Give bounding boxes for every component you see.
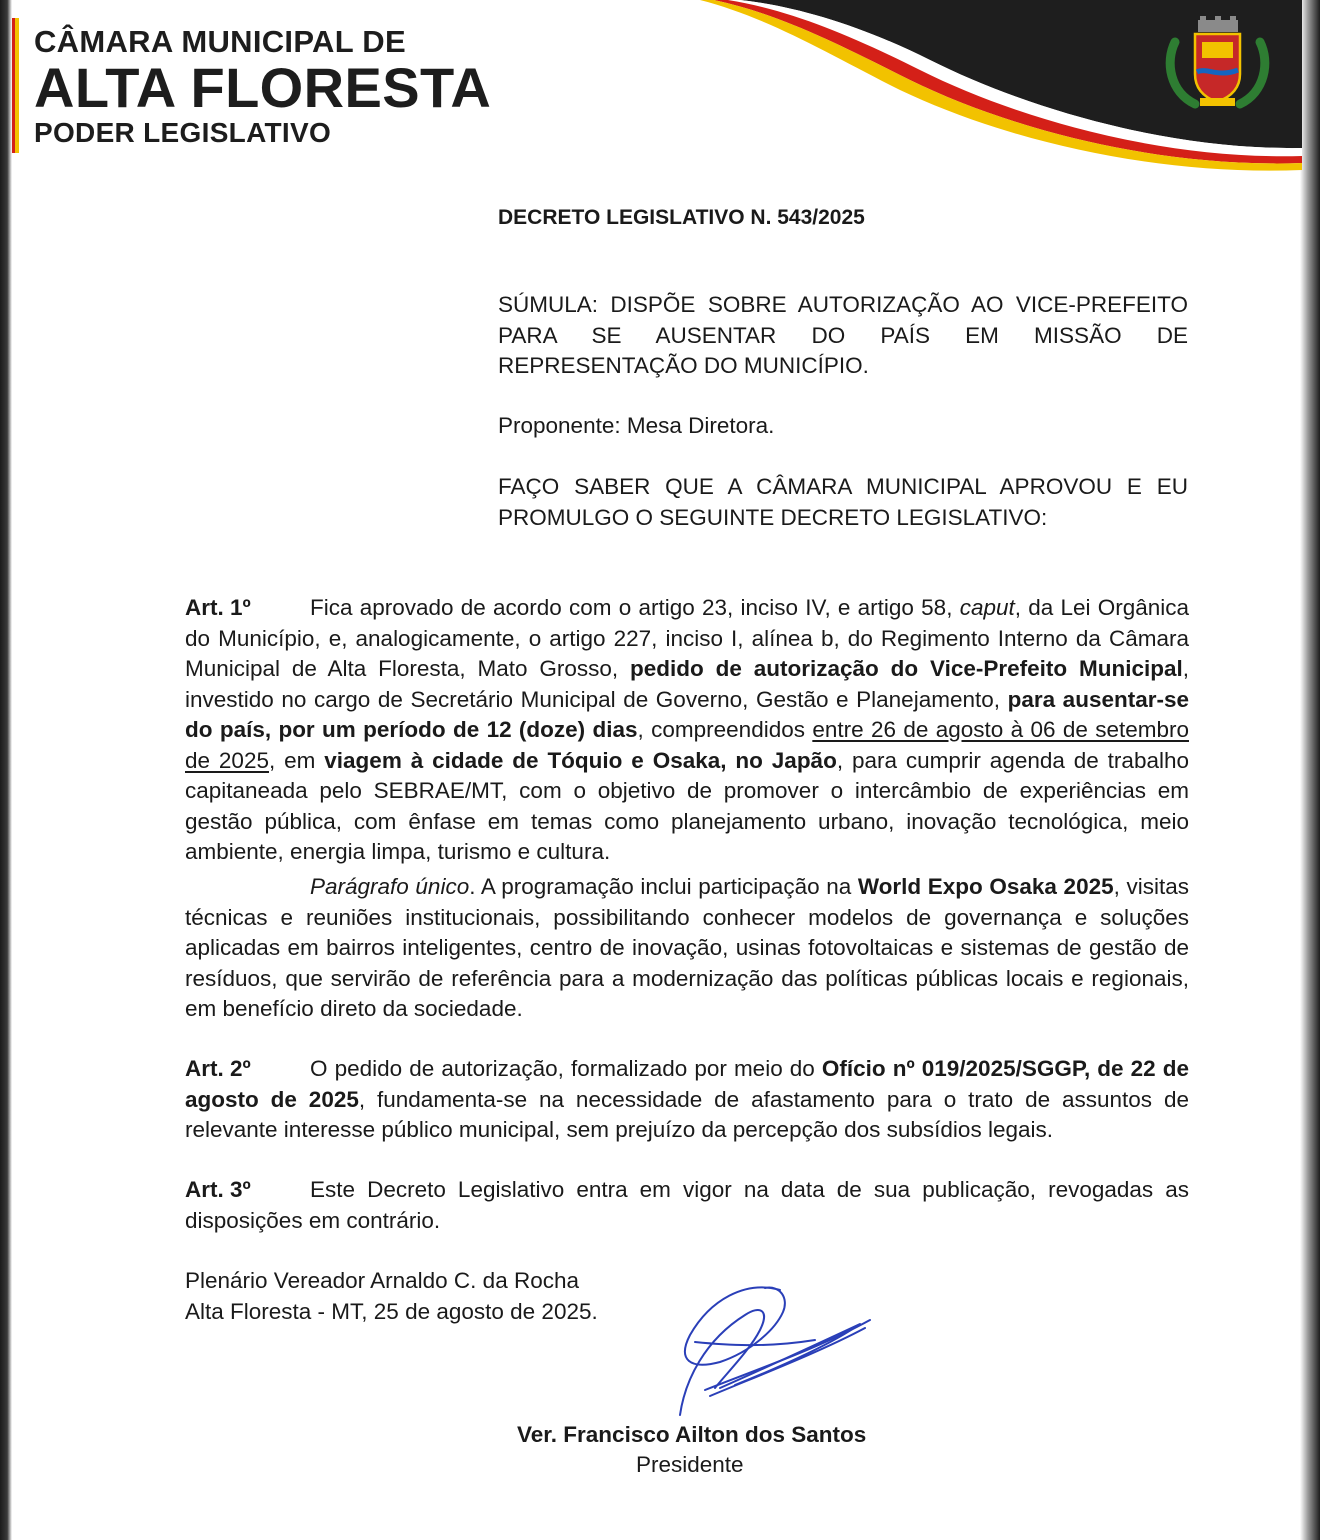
article-1-emphasis: pedido de autorização do Vice-Prefeito Municipal: [630, 656, 1183, 681]
decree-proponent: Proponente: Mesa Diretora.: [498, 413, 775, 438]
paragraph-text: . A programação inclui participação na: [469, 874, 858, 899]
signer-name: Ver. Francisco Ailton dos Santos: [517, 1422, 867, 1447]
scan-right-edge: [1300, 0, 1320, 1540]
signer-role: Presidente: [636, 1452, 744, 1477]
article-1-paragraph: [185, 872, 1189, 1025]
municipal-coat-of-arms: [1160, 12, 1275, 112]
article-1: [185, 593, 1189, 868]
article-3-label: Art. 3º: [185, 1177, 251, 1202]
article-1-text: , da Lei Orgânica do Município, e, analogicamente, o artigo 227, inciso I, alínea b, do Regimento Interno da Câmara Municipal de Alta Floresta, Mato Grosso,: [185, 595, 1190, 681]
article-1-caput: caput: [959, 595, 1015, 620]
article-1-text: Fica aprovado de acordo com o artigo 23, inciso IV, e artigo 58,: [310, 595, 960, 620]
decree-summary: SÚMULA: DISPÕE SOBRE AUTORIZAÇÃO AO VICE-PREFEITO PARA SE AUSENTAR DO PAÍS EM MISSÃO DE REPRESENTAÇÃO DO MUNICÍPIO.: [498, 292, 1188, 378]
article-1-text: , compreendidos: [637, 717, 813, 742]
paragraph-text: , visitas técnicas e reuniões institucionais, possibilitando conhecer modelos de governança e soluções aplicadas em bairros inteligentes, centro de inovação, usinas fotovoltaicas e sistemas de gestão de resíduos, que servirão de referência para a modernização das políticas públicas locais e regionais, em benefício direto da sociedade.: [185, 874, 1189, 1021]
handwritten-signature: [665, 1270, 875, 1420]
header-side-stripe: [12, 18, 19, 153]
article-1-emphasis: para ausentar-se do país, por um período de 12 (doze) dias: [185, 686, 1189, 742]
article-3: [185, 1175, 1189, 1236]
decree-title: DECRETO LEGISLATIVO N. 543/2025: [498, 206, 865, 229]
decree-promulgation: FAÇO SABER QUE A CÂMARA MUNICIPAL APROVOU E EU PROMULGO O SEGUINTE DECRETO LEGISLATIVO:: [498, 474, 1188, 530]
letterhead-line-legislativo: PODER LEGISLATIVO: [34, 117, 332, 148]
article-1-emphasis: viagem à cidade de Tóquio e Osaka, no Japão: [324, 747, 837, 773]
paragraph-emphasis: World Expo Osaka 2025: [857, 874, 1114, 899]
article-2-text: O pedido de autorização, formalizado por meio do: [310, 1056, 822, 1081]
closing-city-date: Alta Floresta - MT, 25 de agosto de 2025.: [185, 1299, 598, 1324]
letterhead-line-camara: CÂMARA MUNICIPAL DE: [34, 24, 406, 59]
letterhead-title: [34, 26, 491, 147]
article-1-text: , para cumprir agenda de trabalho capitaneada pelo SEBRAE/MT, com o objetivo de promover o intercâmbio de experiências em gestão pública, com ênfase em temas como planejamento urbano, inovação tecnológica, meio ambiente, energia limpa, turismo e cultura.: [185, 747, 1189, 864]
stripe-yellow: [15, 18, 19, 153]
article-2: [185, 1054, 1189, 1146]
article-1-text: , investido no cargo de Secretário Municipal de Governo, Gestão e Planejamento,: [185, 656, 1189, 712]
scan-left-edge: [0, 0, 12, 1540]
article-2-label: Art. 2º: [185, 1056, 251, 1081]
article-1-date-range: entre 26 de agosto à 06 de setembro de 2025: [185, 717, 1189, 773]
article-2-text: , fundamenta-se na necessidade de afastamento para o trato de assuntos de relevante interesse público municipal, sem prejuízo da percepção dos subsídios legais.: [185, 1086, 1189, 1142]
article-1-text: , em: [268, 747, 325, 773]
article-2-emphasis: Ofício nº 019/2025/SGGP, de 22 de agosto de 2025: [185, 1056, 1189, 1112]
closing-place: Plenário Vereador Arnaldo C. da Rocha: [185, 1268, 580, 1293]
letterhead-line-city: ALTA FLORESTA: [34, 56, 492, 119]
article-1-label: Art. 1º: [185, 595, 251, 620]
paragraph-label: Parágrafo único: [310, 874, 470, 899]
article-3-text: Este Decreto Legislativo entra em vigor na data de sua publicação, revogadas as disposições em contrário.: [185, 1177, 1189, 1233]
